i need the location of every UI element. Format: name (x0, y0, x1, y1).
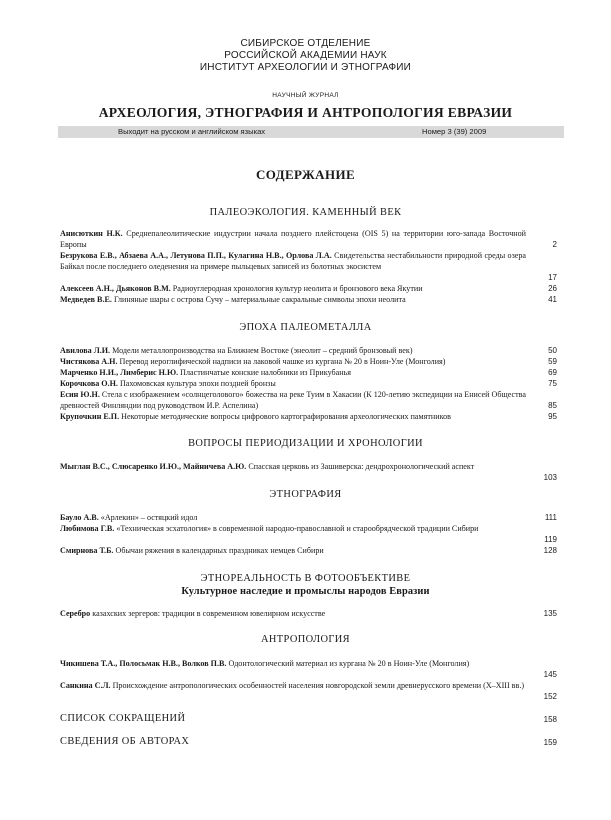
entry-page: 145 (543, 670, 557, 679)
entry-authors: Безрукова Е.В., Абзаева А.А., Летунова П.П., Кулагина Н.В., Орлова Л.А. (60, 251, 332, 260)
section-title: ЭПОХА ПАЛЕОМЕТАЛЛА (239, 322, 372, 333)
entry-title: Некоторые методические вопросы цифрового картографирования археологических памятников (121, 412, 451, 421)
toc-entry[interactable] (60, 229, 526, 251)
entry-title: Происхождение антропологических особенностей населения новгородской земли древнерусского времени (X–XIII вв.) (112, 681, 525, 690)
entry-page: 135 (543, 609, 557, 618)
entry-page: 119 (544, 535, 557, 544)
entry-authors: Смирнова Т.Б. (60, 546, 114, 555)
entry-title: Обычаи ряжения в календарных праздниках немцев Сибири (115, 546, 324, 555)
languages-note: Выходит на русском и английском языках (118, 127, 266, 136)
entry-title: Одонтологический материал из кургана № 20 в Ноин-Уле (Монголия) (228, 659, 470, 668)
toc-entry[interactable] (60, 513, 526, 524)
entry-page: 95 (548, 412, 557, 421)
toc-entry[interactable] (60, 546, 526, 557)
publisher-block (0, 38, 611, 74)
journal-kind: НАУЧНЫЙ ЖУРНАЛ (272, 92, 339, 99)
section-title: АНТРОПОЛОГИЯ (260, 634, 351, 645)
entry-authors: Медведев В.Е. (60, 295, 112, 304)
toc-entry[interactable] (60, 379, 526, 390)
entry-authors: Авилова Л.И. (60, 346, 111, 355)
toc-entry[interactable] (60, 346, 526, 357)
info-bar (58, 126, 564, 138)
entry-page: 75 (548, 379, 557, 388)
entry-authors: Алексеев А.Н., Дьяконов В.М. (60, 284, 171, 293)
toc-entry[interactable] (60, 681, 526, 692)
contents-heading: СОДЕРЖАНИЕ (255, 167, 356, 182)
entry-page: 41 (548, 295, 557, 304)
toc-entry[interactable] (60, 524, 526, 535)
toc-entry[interactable] (60, 368, 526, 379)
entry-page: 50 (548, 346, 557, 355)
journal-title: АРХЕОЛОГИЯ, ЭТНОГРАФИЯ И АНТРОПОЛОГИЯ ЕВРАЗИИ (98, 105, 513, 120)
toc-entry[interactable] (60, 390, 526, 412)
toc-entry[interactable] (60, 357, 526, 368)
entry-page: 159 (543, 738, 557, 747)
entry-page: 2 (552, 240, 557, 249)
entry-authors: Анисюткин Н.К. (60, 229, 123, 238)
entry-title: Среднепалеолитические индустрии начала позднего плейстоцена (OIS 5) на территории юго-запада Восточной Европы (60, 229, 526, 249)
entry-title: Пластинчатые конские налобники из Прикубанья (180, 368, 351, 377)
entry-title: Спасская церковь из Зашиверска: дендрохронологический аспект (248, 462, 475, 471)
org-line: ИНСТИТУТ АРХЕОЛОГИИ И ЭТНОГРАФИИ (199, 62, 412, 73)
entry-title: Стела с изображением «солнцеголового» божества на реке Туим в Хакасии (К 120-летию экспедиции на Енисей Общества древностей Финляндии под руководством И.Р. Аспелина) (60, 390, 526, 410)
abbreviations-link[interactable]: СПИСОК СОКРАЩЕНИЙ (60, 713, 186, 724)
entry-title: Свидетельства нестабильности природной среды озера Байкал после последнего оледенения на примере пыльцевых записей из болотных экосистем (60, 251, 526, 271)
entry-page: 59 (548, 357, 557, 366)
toc-entry[interactable] (60, 251, 526, 273)
entry-page: 152 (543, 692, 557, 701)
section-title: ЭТНОГРАФИЯ (269, 489, 342, 500)
issue-number: Номер 3 (39) 2009 (422, 127, 487, 136)
entry-page: 158 (543, 715, 557, 724)
section-title: ЭТНОРЕАЛЬНОСТЬ В ФОТООБЪЕКТИВЕ (200, 573, 411, 584)
section-subtitle: Культурное наследие и промыслы народов Евразии (181, 586, 430, 597)
toc-entry[interactable] (60, 295, 526, 306)
section-title: ВОПРОСЫ ПЕРИОДИЗАЦИИ И ХРОНОЛОГИИ (188, 438, 423, 449)
entry-title: Пахомовская культура эпохи поздней бронзы (119, 379, 276, 388)
entry-authors: Мыглан В.С., Слюсаренко И.Ю., Майничева А.Ю. (60, 462, 247, 471)
toc-entry[interactable] (60, 412, 526, 423)
toc-entry[interactable] (60, 462, 526, 473)
entry-authors: Корочкова О.Н. (60, 379, 118, 388)
entry-page: 17 (548, 273, 557, 282)
entry-authors: Любимова Г.В. (60, 524, 115, 533)
entry-page: 128 (543, 546, 557, 555)
entry-page: 85 (548, 401, 557, 410)
entry-authors: Есин Ю.Н. (60, 390, 100, 399)
entry-page: 111 (544, 513, 557, 522)
entry-authors: Чикишева Т.А., Полосьмак Н.В., Волков П.В. (60, 659, 227, 668)
toc-entry[interactable] (60, 659, 526, 670)
entry-page: 69 (548, 368, 557, 377)
entry-authors: Чистякова А.Н. (60, 357, 118, 366)
entry-page: 103 (543, 473, 557, 482)
entry-page: 26 (548, 284, 557, 293)
section-title: ПАЛЕОЭКОЛОГИЯ. КАМЕННЫЙ ВЕК (209, 207, 402, 218)
entry-authors: Бауло А.В. (60, 513, 99, 522)
entry-authors: Крупочкин Е.П. (60, 412, 120, 421)
entry-authors: Серебро (60, 609, 91, 618)
entry-title: Модели металлопроизводства на Ближнем Востоке (энеолит – средний бронзовый век) (112, 346, 413, 355)
entry-title: Радиоуглеродная хронология культур неолита и бронзового века Якутии (172, 284, 423, 293)
entry-title: «Техническая эсхатология» в современной народно-православной и старообрядческой традиции Сибири (116, 524, 479, 533)
entry-authors: Марченко Н.И., Лимберис Н.Ю. (60, 368, 179, 377)
entry-title: Перевод иероглифической надписи на лаковой чашке из кургана № 20 в Ноин-Уле (Монголия) (119, 357, 446, 366)
entry-title: «Арлекин» – остяцкий идол (100, 513, 198, 522)
toc-entry[interactable] (60, 609, 526, 620)
org-line: РОССИЙСКОЙ АКАДЕМИИ НАУК (224, 50, 387, 61)
entry-title: казахских зергеров: традиции в современном ювелирном искусстве (92, 609, 326, 618)
entry-title: Глиняные шары с острова Сучу – материальные сакральные символы эпохи неолита (113, 295, 406, 304)
org-line: СИБИРСКОЕ ОТДЕЛЕНИЕ (240, 38, 371, 49)
authors-info-link[interactable]: СВЕДЕНИЯ ОБ АВТОРАХ (60, 736, 190, 747)
entry-authors: Санкина С.Л. (60, 681, 111, 690)
toc-entry[interactable] (60, 284, 526, 295)
